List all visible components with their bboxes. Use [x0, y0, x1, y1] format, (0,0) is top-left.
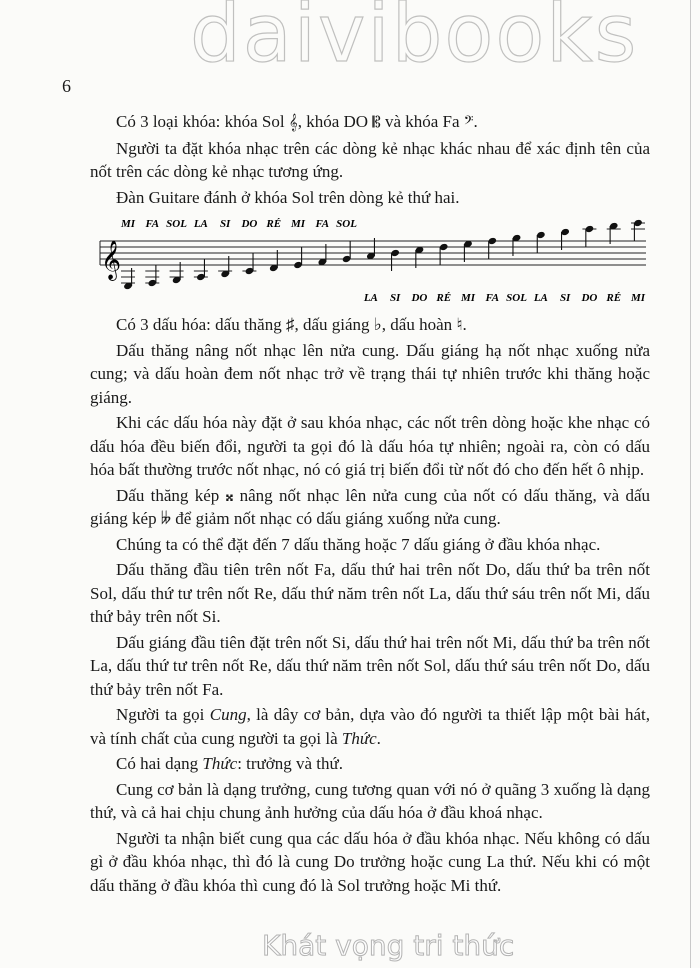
- note-label-above: DO: [241, 218, 258, 230]
- page-body: [90, 110, 650, 899]
- note-label-above: RÉ: [266, 218, 282, 230]
- page-number: 6: [62, 76, 71, 96]
- note-label-above: LA: [193, 218, 208, 230]
- bass-clef-icon: 𝄢: [463, 113, 474, 131]
- note-label-below: SOL: [506, 292, 527, 304]
- paragraph: Dấu thăng đầu tiên trên nốt Fa, dấu thứ hai trên nốt Do, dấu thứ ba trên nốt Sol, dấu thứ tư trên nốt Re, dấu thứ năm trên nốt La, dấu thứ sáu trên nốt Mi, dấu thứ bảy trên nốt Si.: [90, 560, 650, 626]
- page-edge: [690, 0, 691, 968]
- treble-clef-icon: 𝄞: [288, 113, 298, 131]
- paragraph: Dấu thăng kép 𝄪 nâng nốt nhạc lên nửa cung của nốt có dấu thăng, và dấu giáng kép 𝄫 để giảm nốt nhạc có dấu giáng xuống nửa cung.: [90, 485, 650, 528]
- note-label-below: SI: [559, 292, 571, 304]
- text: .: [376, 728, 381, 748]
- paragraph: Người ta nhận biết cung qua các dấu hóa ở đầu khóa nhạc. Nếu không có dấu gì ở đầu khóa nhạc, thì đó là cung Do trưởng hoặc cung La thứ. Nếu khi có một dấu thăng ở đầu khóa thì cung đó là Sol trưởng hoặc Mi thứ.: [90, 828, 650, 895]
- note-label-above: FA: [145, 218, 160, 230]
- text: : trưởng và thứ.: [237, 754, 343, 773]
- guitar-range-staff: [90, 213, 650, 311]
- term-thuc: Thức: [202, 754, 238, 773]
- text: Có hai dạng: [116, 754, 203, 773]
- text: , khóa DO: [297, 112, 373, 131]
- term-thuc: Thức: [341, 728, 377, 748]
- note-label-above: SOL: [166, 218, 187, 230]
- paragraph-thuc: [90, 752, 650, 776]
- note-label-below: LA: [363, 292, 378, 304]
- text: .: [473, 112, 478, 131]
- note-label-above: MI: [290, 218, 306, 230]
- paragraph: Có 3 dấu hóa: dấu thăng ♯, dấu giáng ♭, dấu hoàn ♮.: [116, 315, 467, 334]
- watermark-slogan: Khát vọng tri thức: [262, 929, 515, 962]
- note-label-below: RÉ: [606, 292, 622, 304]
- text: Có 3 loại khóa: khóa Sol: [116, 112, 289, 131]
- note-label-below: LA: [533, 292, 548, 304]
- note-label-below: SI: [389, 292, 401, 304]
- paragraph-cung: [90, 703, 650, 750]
- note-label-below: RÉ: [436, 292, 452, 304]
- paragraph: Dấu giáng đầu tiên đặt trên nốt Si, dấu thứ hai trên nốt Mi, dấu thứ ba trên nốt La, dấu thứ tư trên nốt Re, dấu thứ năm trên nốt Sol, dấu thứ sáu trên nốt Do, dấu thứ bảy trên nốt Fa.: [90, 632, 650, 699]
- note-label-above: MI: [120, 218, 136, 230]
- note-label-above: FA: [315, 218, 330, 230]
- note-label-below: DO: [411, 292, 428, 304]
- note-label-below: DO: [581, 292, 598, 304]
- paragraph: Cung cơ bản là dạng trưởng, cung tương quan với nó ở quãng 3 xuống là dạng thứ, và cả hai chịu chung ảnh hưởng của dấu hóa ở đầu khoá nhạc.: [90, 779, 650, 822]
- paragraph: Chúng ta có thể đặt đến 7 dấu thăng hoặc 7 dấu giáng ở đầu khóa nhạc.: [116, 534, 601, 554]
- text: , là dây cơ bản, dựa vào đó người ta thiết lập một bài hát, và tính chất của cung người ta gọi là: [90, 705, 650, 748]
- term-cung: Cung: [209, 705, 247, 724]
- note-label-below: FA: [485, 292, 500, 304]
- paragraph: Khi các dấu hóa này đặt ở sau khóa nhạc, các nốt trên dòng hoặc khe nhạc có dấu hóa đều biến đổi, người ta gọi đó là dấu hóa tự nhiên; ngoài ra, còn có dấu hóa bất thường trước nốt nhạc, nó có giá trị biến đổi từ nốt đó cho đến hết ô nhịp.: [90, 413, 650, 479]
- c-clef-icon: 𝄡: [372, 113, 381, 131]
- paragraph: Đàn Guitare đánh ở khóa Sol trên dòng kẻ thứ hai.: [116, 187, 460, 207]
- text: Người ta gọi: [116, 705, 210, 724]
- text: và khóa Fa: [380, 112, 464, 131]
- treble-clef-icon: 𝄞: [101, 240, 122, 280]
- paragraph: Người ta đặt khóa nhạc trên các dòng kẻ nhạc khác nhau để xác định tên của nốt trên các dòng kẻ nhạc tương ứng.: [90, 138, 650, 181]
- paragraph: Dấu thăng nâng nốt nhạc lên nửa cung. Dấu giáng hạ nốt nhạc xuống nửa cung; và dấu hoàn đem nốt nhạc trở về trạng thái tự nhiên trước khi thăng hoặc giáng.: [90, 340, 650, 407]
- note-label-below: MI: [460, 292, 476, 304]
- note-label-below: MI: [630, 292, 646, 304]
- note-label-above: SOL: [336, 218, 357, 230]
- note-label-above: SI: [219, 218, 231, 230]
- paragraph-clefs: [90, 110, 650, 135]
- staff-figure: [98, 213, 658, 311]
- watermark-brand: daivibooks: [190, 0, 639, 80]
